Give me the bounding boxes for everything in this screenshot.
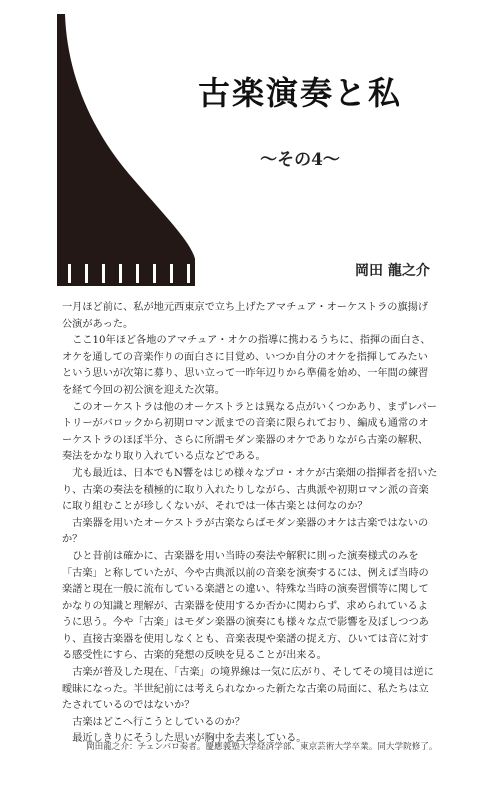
paragraph: このオーケストラは他のオーケストラとは異なる点がいくつかあり、まずレパートリーがバロックから初期ロマン派までの音楽に限られており、編成も通常のオーケストラのほぼ半分、さらに所謂モダン楽器のオケでありながら古楽の解釈、奏法をかなり取り入れている点などである。 (62, 401, 437, 463)
paragraph: 古楽器を用いたオーケストラが古楽ならばモダン楽器のオケは古楽ではないのか？ (62, 517, 429, 546)
paragraph: ひと昔前は確かに、古楽器を用い当時の奏法や解釈に則った演奏様式のみを「古楽」と称していたが、今や古典派以前の音楽を演奏するには、例えば当時の楽譜と現在一般に流布している楽譜との違い、特殊な当時の演奏習慣等に関してかなりの知識と理解が、古楽器を使用するか否かに関わらず、求められているように思う。今や「古楽」はモダン楽器の演奏にも様々な点で影響を及ぼしつつあり、直接古楽器を使用しなくとも、音楽表現や楽譜の捉え方、ひいては音に対する感受性にすら、古楽的発想の反映を見ることが出来る。 (62, 550, 429, 662)
paragraph: 一月ほど前に、私が地元西東京で立ち上げたアマチュア・オーケストラの旗揚げ公演があった。 (62, 302, 429, 330)
article-body (62, 300, 438, 748)
paragraph: 古楽はどこへ行こうとしているのか？ (72, 716, 245, 728)
paragraph: 最近しきりにそうした思いが胸中を去来している。 (72, 733, 307, 745)
author-bio: 岡田龍之介：チェンバロ奏者。慶應義塾大学経済学部、東京芸術大学卒業。同大学院修了。 (86, 742, 438, 752)
paragraph: ここ10年ほど各地のアマチュア・オケの指導に携わるうちに、指揮の面白さ、オケを通しての音楽作りの面白さに目覚め、いつか自分のオケを指揮してみたいという思いが次第に募り、思い立って一昨年辺りから準備を始め、一年間の練習を経て今回の初公演を迎えた次第。 (62, 335, 431, 396)
paragraph: 古楽が普及した現在、「古楽」の境界線は一気に広がり、そしてその境目は逆に曖昧になった。半世紀前には考えられなかった新たな古楽の局面に、私たちは立たされているのではないか？ (62, 667, 434, 712)
paragraph: 尤も最近は、日本でもN響をはじめ様々なプロ・オケが古楽畑の指揮者を招いたり、古楽の奏法を積極的に取り入れたりしながら、古典派や初期ロマン派の音楽に取り組むことが珍しくないが、それでは一体古楽とは何なのか？ (62, 467, 438, 513)
article-subtitle: 〜その4〜 (260, 150, 340, 170)
harpsichord-icon (57, 14, 195, 286)
author-name: 岡田 龍之介 (355, 263, 430, 279)
article-title: 古楽演奏と私 (197, 74, 402, 112)
